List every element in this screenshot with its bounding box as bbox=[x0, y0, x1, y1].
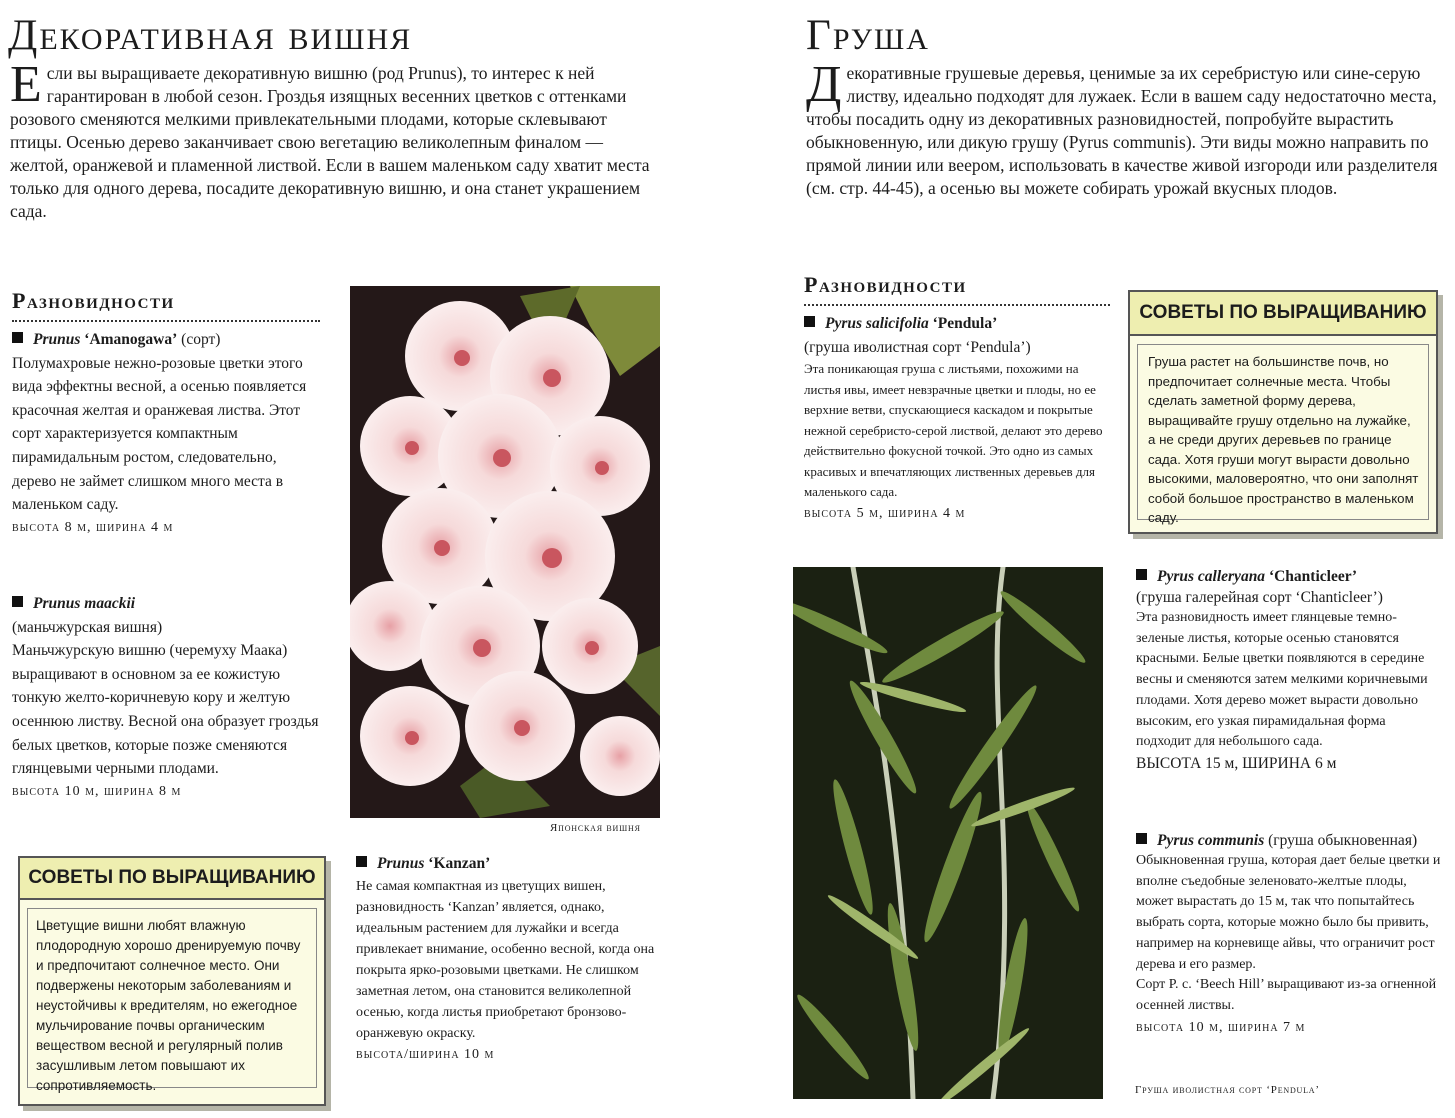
variety-communis bbox=[1136, 830, 1442, 1038]
variety-dims: высота 8 м, ширина 4 м bbox=[12, 519, 174, 535]
variety-common: (маньчжурская вишня) bbox=[12, 618, 163, 636]
intro-pear bbox=[806, 56, 1446, 200]
variety-text: Полумахровые нежно-розовые цветки этого вида эффектны весной, а осенью появляется красочная желтая и оранжевая листва. Этот сорт характеризуется компактным пирамидальным ростом, следовательно, дерево не займет слишком много места в маленьком саду. bbox=[12, 354, 307, 514]
variety-name: Pyrus communis bbox=[1157, 832, 1265, 849]
photo-willow-pear bbox=[793, 567, 1103, 1099]
intro-text: сли вы выращиваете декоративную вишню (род Prunus), то интерес к ней гарантирован в любой сезон. Гроздья изящных весенних цветков с оттенками розового сменяются мелкими привлекательными плодами, которые склевывают птицы. Осенью дерево заканчивает свою вегетацию великолепным финалом — желтой, оранжевой и пламенной листвой. Если в вашем маленьком саду хватит места только для одного дерева, посадите декоративную вишню, и она станет украшением сада. bbox=[10, 63, 650, 221]
page-title-pear: Груша bbox=[806, 12, 930, 59]
variety-maackii bbox=[12, 592, 320, 802]
varieties-heading-cherry: Разновидности bbox=[12, 288, 320, 322]
bullet-square bbox=[1136, 833, 1147, 844]
variety-calleryana bbox=[1136, 566, 1442, 775]
variety-text: Маньчжурскую вишню (черемуху Маака) выращивают в основном за ее кожистую тонкую желто-коричневую кору и желтую осеннюю листву. Весной она образует гроздья белых цветков, которые позже сменяются глянцевыми черными плодами. bbox=[12, 642, 319, 778]
bullet-square bbox=[1136, 569, 1147, 580]
varieties-heading-pear: Разновидности bbox=[804, 272, 1110, 306]
dropcap: Е bbox=[10, 56, 42, 113]
variety-dims: высота 10 м, ширина 7 м bbox=[1136, 1019, 1306, 1035]
tips-box-pear bbox=[1128, 290, 1438, 534]
variety-dims: высота 5 м, ширина 4 м bbox=[804, 505, 966, 521]
page-title-cherry: Декоративная вишня bbox=[8, 12, 413, 59]
intro-text: екоративные грушевые деревья, ценимые за их серебристую или сине-серую листву, идеально подходят для лужаек. Если в вашем саду недостаточно места, чтобы посадить одну из декоративных разновидностей, попробуйте вырастить обыкновенную, или дикую грушу (Pyrus communis). Эти виды можно направить по прямой линии или веером, использовать в качестве живой изгороди или разделителя (см. стр. 44-45), а осенью вы можете собирать урожай вкусных плодов. bbox=[806, 63, 1438, 198]
intro-cherry bbox=[10, 56, 655, 223]
photo-caption-pear: Груша иволистная сорт ‘Pendula’ bbox=[1135, 1084, 1320, 1096]
variety-cultivar: ‘Kanzan’ bbox=[428, 855, 491, 872]
variety-text: Обыкновенная груша, которая дает белые цветки и вполне съедобные зеленовато-желтые плоды, может вырастать до 15 м, так что попытайтесь выбрать сорта, которые можно было бы привить, например на корневище айвы, что ограничит рост дерева и его размер. bbox=[1136, 853, 1441, 972]
bullet-square bbox=[356, 856, 367, 867]
photo-caption-cherry: Японская вишня bbox=[550, 822, 641, 834]
variety-name: Pyrus salicifolia bbox=[825, 315, 929, 332]
cherry-blossom-image bbox=[350, 286, 660, 818]
tips-text: Цветущие вишни любят влажную плодородную хорошо дренируемую почву и предпочитают солнечное место. Они подвержены некоторым заболеваниям и неустойчивы к вредителям, но ежегодное мульчирование почвы органическим веществом весной и регулярный полив засушливым летом повышают их сопротивляемость. bbox=[36, 918, 301, 1093]
variety-kanzan bbox=[356, 852, 656, 1065]
bullet-square bbox=[804, 316, 815, 327]
variety-text: Эта поникающая груша с листьями, похожими на листья ивы, имеет невзрачные цветки и плоды, но ее верхние ветви, спускающиеся каскадом и покрытые нежной серебристо-серой листвой, делают это дерево действительно фокусной точкой. Это одно из самых красивых и впечатляющих лиственных деревьев для маленького сада. bbox=[804, 361, 1103, 500]
variety-common: (груша иволистная сорт ‘Pendula’) bbox=[804, 338, 1031, 356]
tips-box-cherry bbox=[18, 856, 326, 1106]
dropcap: Д bbox=[806, 56, 842, 113]
bullet-square bbox=[12, 596, 23, 607]
tips-heading: СОВЕТЫ ПО ВЫРАЩИВАНИЮ bbox=[20, 858, 324, 900]
variety-extra: Сорт P. c. ‘Beech Hill’ выращивают из-за огненной осенней листвы. bbox=[1136, 977, 1437, 1013]
variety-common: (груша галерейная сорт ‘Chanticleer’) bbox=[1136, 589, 1383, 606]
willow-leaves-image bbox=[793, 567, 1103, 1099]
variety-cultivar: ‘Pendula’ bbox=[932, 315, 998, 332]
variety-common: (груша обыкновенная) bbox=[1268, 832, 1418, 849]
photo-japanese-cherry bbox=[350, 286, 660, 818]
bullet-square bbox=[12, 332, 23, 343]
variety-text: Эта разновидность имеет глянцевые темно-зеленые листья, которые осенью становятся красными. Белые цветки появляются в середине весны и сменяются затем мелкими коричневыми плодами. Хотя дерево может вырасти довольно высоким, его узкая пирамидальная форма подходит для небольшого сада. bbox=[1136, 610, 1428, 750]
variety-dims: ВЫСОТА 15 м, ШИРИНА 6 м bbox=[1136, 754, 1337, 772]
variety-dims: высота/ширина 10 м bbox=[356, 1046, 495, 1062]
variety-name: Pyrus calleryana bbox=[1157, 568, 1266, 585]
variety-text: Не самая компактная из цветущих вишен, разновидность ‘Kanzan’ является, однако, идеальным растением для лужайки и всегда привлекает внимание, особенно весной, когда она покрыта ярко-розовыми цветками. Не слишком заметная летом, она становится великолепной осенью, когда листья приобретают бронзово-оранжевую окраску. bbox=[356, 878, 655, 1041]
variety-cultivar: ‘Amanogawa’ bbox=[84, 331, 178, 348]
variety-amanogawa bbox=[12, 328, 320, 538]
tips-heading: СОВЕТЫ ПО ВЫРАЩИВАНИЮ bbox=[1130, 292, 1436, 336]
variety-name: Prunus bbox=[33, 331, 81, 348]
tips-text: Груша растет на большинстве почв, но предпочитает солнечные места. Чтобы сделать заметной форму дерева, выращивайте грушу отдельно на лужайке, а не среди других деревьев по границе сада. Хотя груши могут вырасти довольно высокими, маловероятно, что они заполнят собой большое пространство в маленьком саду. bbox=[1148, 354, 1419, 525]
variety-name: Prunus bbox=[377, 855, 425, 872]
variety-common: (сорт) bbox=[181, 331, 221, 348]
variety-cultivar: ‘Chanticleer’ bbox=[1268, 568, 1358, 585]
variety-name: Prunus maackii bbox=[33, 595, 136, 612]
variety-dims: высота 10 м, ширина 8 м bbox=[12, 783, 182, 799]
variety-salicifolia bbox=[804, 312, 1110, 524]
